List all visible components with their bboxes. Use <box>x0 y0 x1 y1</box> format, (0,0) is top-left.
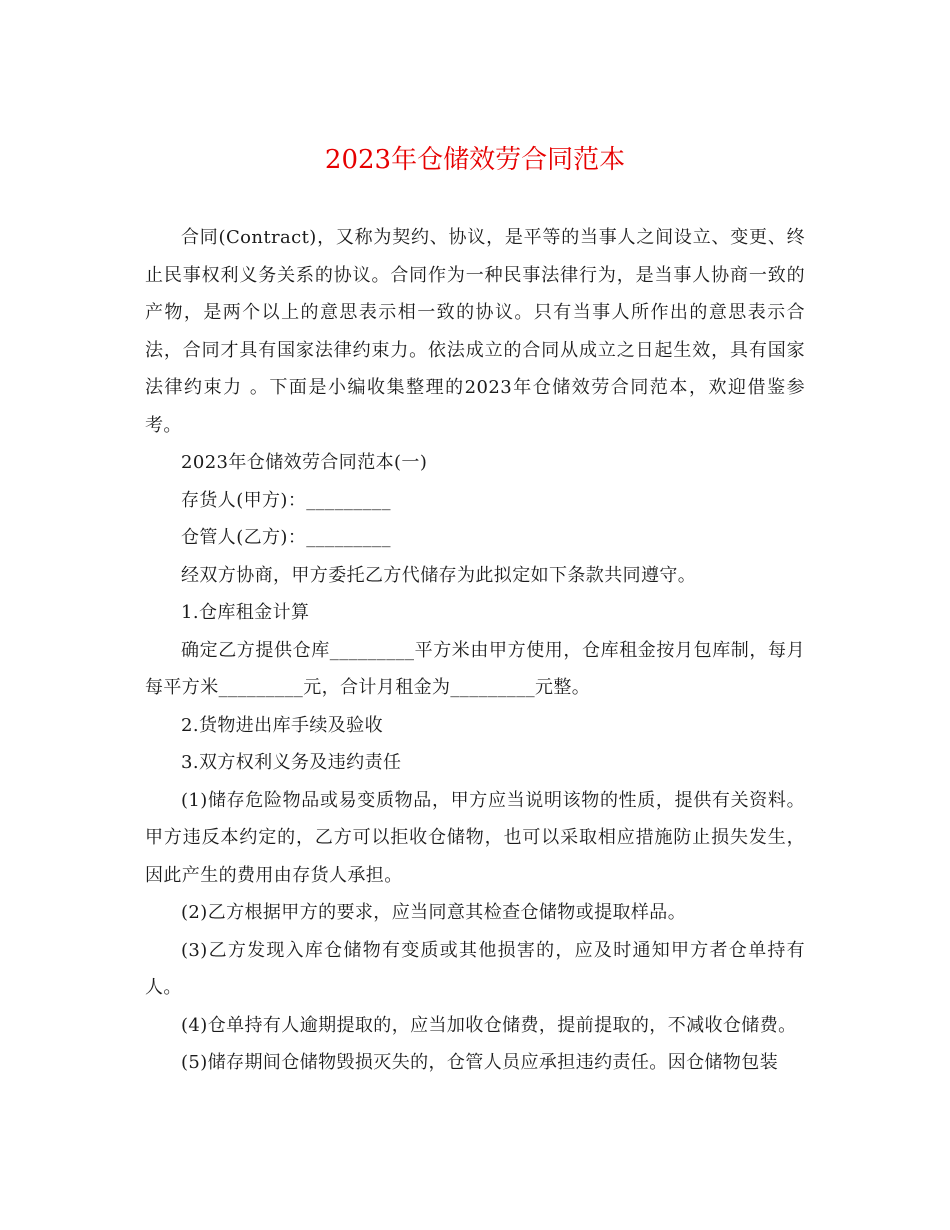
clause-paragraph-rent: 确定乙方提供仓库_________平方米由甲方使用，仓库租金按月包库制，每月每平方米_________元，合计月租金为_________元整。 <box>145 639 805 698</box>
clause-item-2: (2)乙方根据甲方的要求，应当同意其检查仓储物或提取样品。 <box>181 902 687 923</box>
agreement-paragraph: 经双方协商，甲方委托乙方代储存为此拟定如下条款共同遵守。 <box>181 564 697 586</box>
party-b-line: 仓管人(乙方)：_________ <box>181 527 391 548</box>
clause-item-4: (4)仓单持有人逾期提取的，应当加收仓储费，提前提取的，不减收仓储费。 <box>181 1014 797 1036</box>
document-body <box>145 219 805 1082</box>
clause-item-5: (5)储存期间仓储物毁损灭失的，仓管人员应承担违约责任。因仓储物包装 <box>181 1052 779 1073</box>
clause-heading-rent: 1.仓库租金计算 <box>181 602 310 623</box>
intro-paragraph: 合同(Contract)，又称为契约、协议，是平等的当事人之间设立、变更、终止民事权利义务关系的协议。合同作为一种民事法律行为，是当事人协商一致的产物，是两个以上的意思表示相一致的协议。只有当事人所作出的意思表示合法，合同才具有国家法律约束力。依法成立的合同从成立之日起生效，具有国家法律约束力 。下面是小编收集整理的2023年仓储效劳合同范本，欢迎借鉴参考。 <box>145 227 805 436</box>
clause-heading-inout: 2.货物进出库手续及验收 <box>181 714 383 736</box>
party-a-line: 存货人(甲方)：_________ <box>181 489 391 511</box>
clause-item-3: (3)乙方发现入库仓储物有变质或其他损害的，应及时通知甲方者仓单持有人。 <box>145 939 805 998</box>
document-title: 2023年仓储效劳合同范本 <box>324 145 626 175</box>
clause-heading-rights: 3.双方权利义务及违约责任 <box>181 752 402 773</box>
clause-item-1: (1)储存危险物品或易变质物品，甲方应当说明该物的性质，提供有关资料。甲方违反本约定的，乙方可以拒收仓储物，也可以采取相应措施防止损失发生，因此产生的费用由存货人承担。 <box>145 789 805 886</box>
section-heading: 2023年仓储效劳合同范本(一) <box>181 452 428 473</box>
